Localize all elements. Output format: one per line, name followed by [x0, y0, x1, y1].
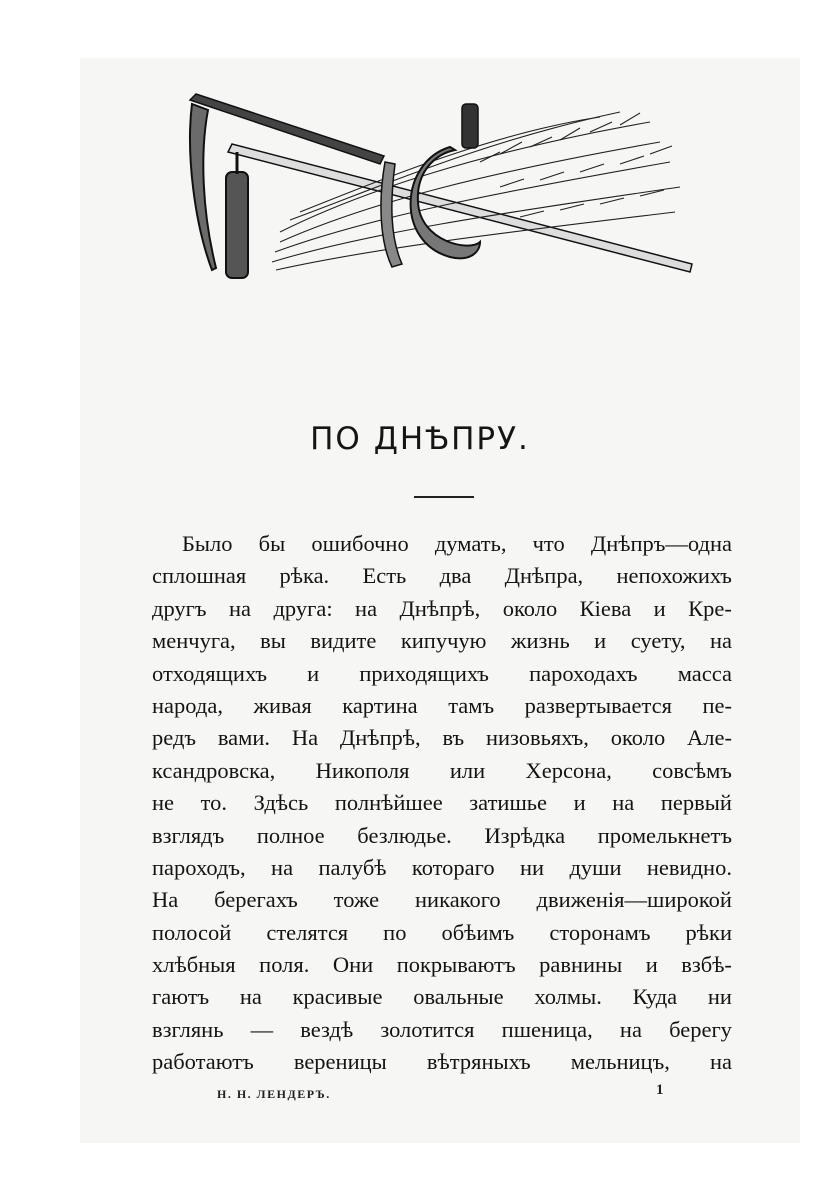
word: невидно.	[646, 854, 732, 880]
word: овальные	[413, 984, 504, 1010]
word: Никополя	[315, 757, 410, 783]
word: ксандровска,	[152, 757, 276, 783]
word: вѣтряныхъ	[426, 1049, 531, 1075]
word: и	[645, 952, 658, 978]
word: безлюдье.	[357, 822, 452, 848]
text-line	[152, 560, 732, 592]
text-line	[152, 658, 732, 690]
word: приходящихъ	[359, 660, 489, 686]
word: стелятся	[266, 919, 349, 945]
word: Днѣпра,	[504, 563, 584, 589]
text-line	[152, 528, 732, 560]
sheaf-band	[381, 162, 402, 267]
word: взглянь	[152, 1016, 224, 1042]
word: промелькнетъ	[597, 822, 732, 848]
word: взбѣ-	[681, 952, 732, 978]
word: Изрѣдка	[484, 822, 566, 848]
word: На	[291, 725, 319, 751]
word: первый	[660, 790, 732, 816]
word: Они	[332, 952, 374, 978]
word: и	[307, 660, 320, 686]
word: и	[594, 628, 607, 654]
word: Кре-	[688, 595, 732, 621]
word: живая	[253, 692, 312, 718]
word: вы	[260, 628, 286, 654]
word: —	[250, 1016, 274, 1042]
word: холмы.	[534, 984, 602, 1010]
word: работаютъ	[152, 1049, 254, 1075]
word: менчуга,	[152, 628, 236, 654]
scythe-blade	[190, 104, 216, 270]
word: не	[152, 790, 175, 816]
word: два	[439, 563, 472, 589]
text-line	[152, 917, 732, 949]
word: берегу	[669, 1016, 732, 1042]
word: около	[610, 725, 666, 751]
word: на	[709, 1049, 732, 1075]
word: мельницъ,	[570, 1049, 670, 1075]
word: или	[449, 757, 486, 783]
word: Днѣпрѣ,	[339, 725, 421, 751]
word: хлѣбныя	[152, 952, 236, 978]
text-line	[152, 1014, 732, 1046]
word: на	[612, 790, 635, 816]
word: ни	[707, 984, 732, 1010]
word: вами.	[217, 725, 271, 751]
word: вереницы	[293, 1049, 387, 1075]
word: совсѣмъ	[652, 757, 732, 783]
word: Было	[182, 531, 233, 556]
word: на	[709, 628, 732, 654]
word: и	[573, 790, 586, 816]
word: Есть	[362, 563, 407, 589]
word: на	[355, 595, 378, 621]
word: сплошная	[152, 563, 247, 589]
text-line	[152, 755, 732, 787]
scythe-handle	[190, 94, 384, 164]
text-line	[152, 787, 732, 819]
word: думать,	[434, 531, 507, 556]
word: масса	[677, 660, 732, 686]
text-line	[152, 1046, 732, 1078]
word: красивые	[292, 984, 383, 1010]
word: гаютъ	[152, 984, 210, 1010]
word: равнины	[539, 952, 623, 978]
word: бы	[258, 531, 286, 556]
word: пшеница,	[501, 1016, 593, 1042]
word: Куда	[632, 984, 678, 1010]
whetstone	[226, 172, 248, 278]
word: по	[383, 919, 407, 945]
word: движенія—широкой	[536, 887, 732, 913]
word: Здѣсь	[253, 790, 309, 816]
word: тоже	[333, 887, 380, 913]
word: взглядъ	[152, 822, 225, 848]
word: на	[619, 1016, 642, 1042]
word: Днѣпрѣ,	[399, 595, 481, 621]
word: въ	[442, 725, 465, 751]
word: другъ	[152, 595, 207, 621]
word: рѣки	[685, 919, 732, 945]
text-line	[152, 820, 732, 852]
word: Кіева	[579, 595, 632, 621]
word: развертывается	[524, 692, 672, 718]
word: отходящихъ	[152, 660, 267, 686]
title-divider	[414, 496, 474, 498]
word: вездѣ	[300, 1016, 354, 1042]
word: обѣимъ	[441, 919, 515, 945]
word: народа,	[152, 692, 223, 718]
word: полнѣйшее	[334, 790, 443, 816]
word: кипучую	[400, 628, 487, 654]
word: берегахъ	[214, 887, 298, 913]
word: полосой	[152, 919, 232, 945]
word: пароходахъ	[529, 660, 638, 686]
word: поля.	[259, 952, 310, 978]
word: рѣка.	[279, 563, 330, 589]
word: и	[653, 595, 666, 621]
word: суету,	[630, 628, 686, 654]
word: затишье	[469, 790, 548, 816]
text-line	[152, 593, 732, 625]
word: Але-	[687, 725, 732, 751]
text-line	[152, 625, 732, 657]
text-line	[152, 722, 732, 754]
word: ни	[519, 854, 545, 880]
word: то.	[200, 790, 228, 816]
word: друга:	[273, 595, 333, 621]
text-line	[152, 690, 732, 722]
word: картина	[342, 692, 418, 718]
footer-author: Н. Н. ЛЕНДЕРЪ.	[217, 1087, 331, 1101]
word: пароходъ,	[152, 854, 246, 880]
word: видите	[310, 628, 377, 654]
body-paragraph	[152, 528, 732, 1079]
text-line	[152, 981, 732, 1013]
word: что	[532, 531, 565, 556]
word: жизнь	[510, 628, 570, 654]
word: Херсона,	[525, 757, 612, 783]
word: ошибочно	[311, 531, 409, 556]
word: котораго	[411, 854, 495, 880]
word: низовьяхъ,	[485, 725, 589, 751]
word: На	[152, 887, 179, 913]
chapter-title: ПО ДНѢПРУ.	[310, 421, 530, 457]
word: на	[228, 595, 251, 621]
word: редъ	[152, 725, 197, 751]
word: на	[271, 854, 294, 880]
text-line	[152, 852, 732, 884]
text-line	[152, 884, 732, 916]
word: пе-	[702, 692, 732, 718]
sickle-handle	[462, 104, 478, 148]
sickle-and-wheat-sheaf-illustration	[180, 92, 720, 292]
word: тамъ	[448, 692, 495, 718]
page-number: 1	[656, 1082, 664, 1098]
word: сторонамъ	[549, 919, 651, 945]
word: покрываютъ	[396, 952, 516, 978]
word: палубѣ	[318, 854, 387, 880]
word: золотится	[380, 1016, 475, 1042]
word: на	[239, 984, 262, 1010]
word: Днѣпръ—одна	[590, 531, 732, 556]
word: никакого	[415, 887, 501, 913]
text-line	[152, 949, 732, 981]
word: непохожихъ	[616, 563, 732, 589]
word: души	[569, 854, 622, 880]
word: полное	[256, 822, 325, 848]
word: около	[502, 595, 558, 621]
